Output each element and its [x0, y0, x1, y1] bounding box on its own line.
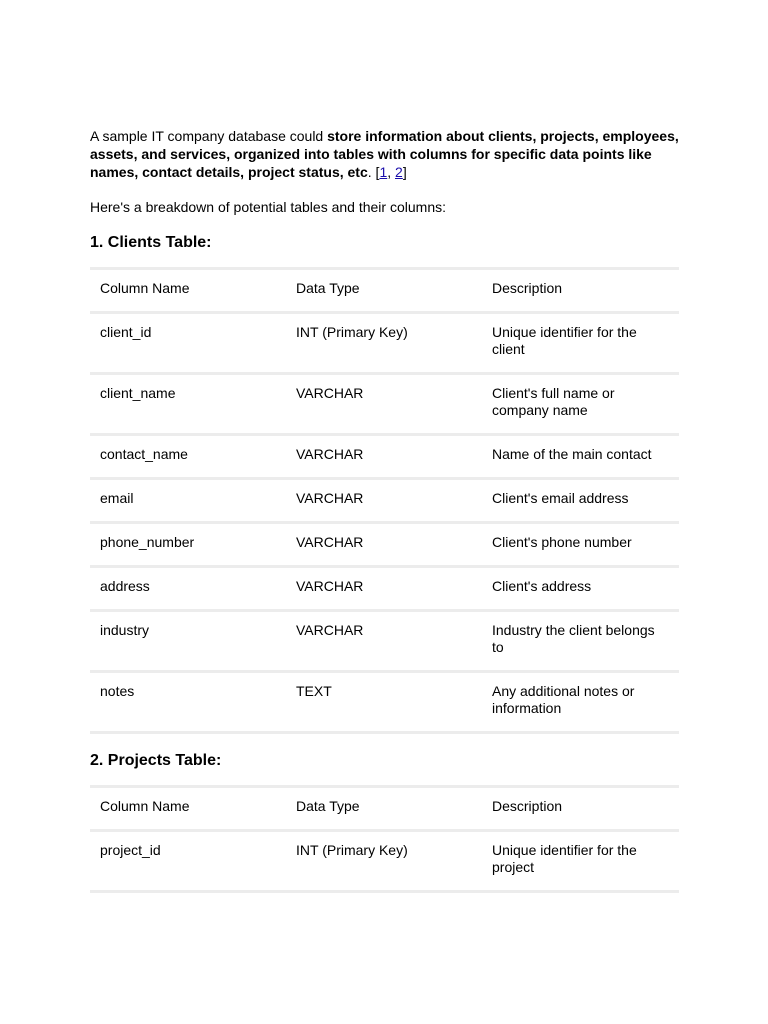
- intro-punct: . [: [367, 164, 380, 180]
- table-cell: Client's address: [492, 578, 592, 594]
- table-cell: VARCHAR: [296, 578, 364, 594]
- table-row: [90, 313, 679, 374]
- projects-table: [90, 785, 679, 893]
- clients-table: [90, 267, 679, 734]
- table-cell: INT (Primary Key): [296, 324, 408, 340]
- table-cell: VARCHAR: [296, 622, 364, 638]
- intro-paragraph: [90, 127, 679, 181]
- table-cell: VARCHAR: [296, 446, 364, 462]
- table-row: [90, 567, 679, 611]
- table-cell: VARCHAR: [296, 534, 364, 550]
- header-cell: Data Type: [296, 798, 360, 814]
- header-cell: Column Name: [100, 280, 190, 296]
- lead-paragraph: Here's a breakdown of potential tables and their columns:: [90, 199, 446, 215]
- table-header-row: [90, 787, 679, 831]
- header-cell: Description: [492, 798, 563, 814]
- table-cell: VARCHAR: [296, 490, 364, 506]
- header-cell: Description: [492, 280, 563, 296]
- reference-link-1[interactable]: 1: [379, 164, 388, 180]
- table-row: [90, 672, 679, 733]
- table-row: [90, 479, 679, 523]
- table-row: [90, 435, 679, 479]
- table-cell: Client's email address: [492, 490, 629, 506]
- intro-bold-text: store information about clients, projects, employees, assets, and services, organized into tables with columns for specific data points like names, contact details, project status, etc: [90, 128, 679, 180]
- table-cell: INT (Primary Key): [296, 842, 408, 858]
- table-cell: Unique identifier for the project: [492, 842, 637, 875]
- table-cell: Name of the main contact: [492, 446, 652, 462]
- table-cell: phone_number: [100, 534, 195, 550]
- header-cell: Column Name: [100, 798, 190, 814]
- table-header-row: [90, 269, 679, 313]
- ref-separator: ,: [387, 164, 396, 180]
- document-content: [90, 127, 679, 893]
- table-row: [90, 831, 679, 892]
- table-cell: project_id: [100, 842, 161, 858]
- table-cell: Client's phone number: [492, 534, 632, 550]
- table-cell: notes: [100, 683, 135, 699]
- section-heading-projects: 2. Projects Table:: [90, 752, 222, 769]
- table-cell: client_name: [100, 385, 176, 401]
- table-cell: email: [100, 490, 134, 506]
- ref-close: ]: [402, 164, 407, 180]
- intro-text: A sample IT company database could: [90, 128, 328, 144]
- table-cell: Client's full name or company name: [492, 385, 615, 418]
- table-cell: Any additional notes or information: [492, 683, 635, 716]
- table-cell: contact_name: [100, 446, 188, 462]
- table-row: [90, 523, 679, 567]
- table-row: [90, 374, 679, 435]
- table-cell: industry: [100, 622, 150, 638]
- table-cell: Industry the client belongs to: [492, 622, 655, 655]
- table-cell: TEXT: [296, 683, 332, 699]
- table-cell: VARCHAR: [296, 385, 364, 401]
- header-cell: Data Type: [296, 280, 360, 296]
- table-row: [90, 611, 679, 672]
- table-cell: address: [100, 578, 150, 594]
- reference-link-2[interactable]: 2: [395, 164, 403, 180]
- table-cell: client_id: [100, 324, 152, 340]
- section-heading-clients: 1. Clients Table:: [90, 234, 212, 251]
- table-cell: Unique identifier for the client: [492, 324, 637, 357]
